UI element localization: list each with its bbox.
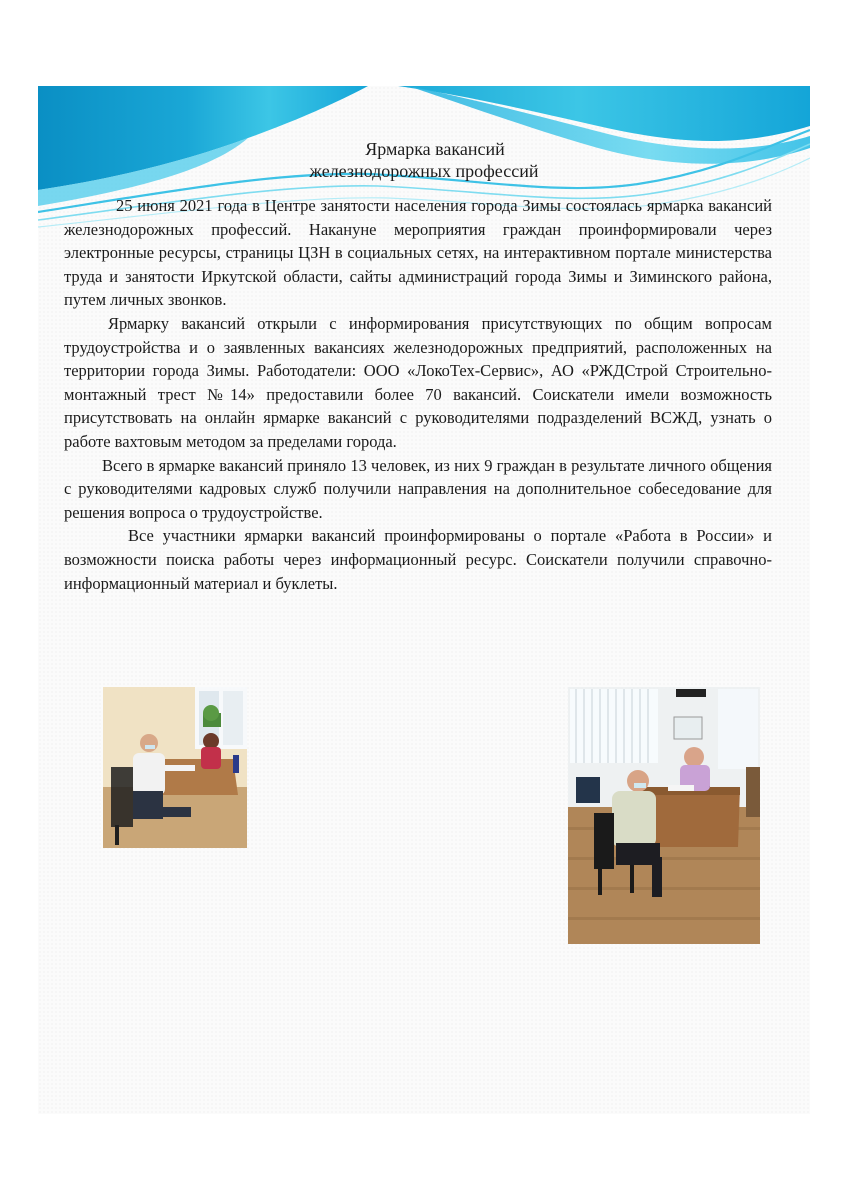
photo-job-fair-interview-2 xyxy=(568,687,760,944)
paragraph-3: Всего в ярмарке вакансий приняло 13 человек, из них 9 граждан в результате личного общения с руководителями кадровых служб получили направления на дополнительное собеседование для решения вопроса о трудоустройстве. xyxy=(64,455,772,522)
paragraph-2: Ярмарку вакансий открыли с информирования присутствующих по общим вопросам трудоустройства и о заявленных вакансиях железнодорожных предприятий, расположенных на территории города Зимы. Работодатели: ООО «ЛокоТех-Сервис», АО «РЖДСтрой Строительно-монтажный трест №14» предоставили более 70 вакансий. Соискатели имели возможность присутствовать на онлайн ярмарке вакансий с руководителями подразделений ВСЖД, узнать о работе вахтовым методом за пределами города. xyxy=(64,313,772,451)
document-title xyxy=(38,138,810,182)
paragraph-1: 25 июня 2021 года в Центре занятости населения города Зимы состоялась ярмарка вакансий железнодорожных профессий. Накануне мероприятия граждан проинформировали через электронные ресурсы, страницы ЦЗН в социальных сетях, на интерактивном портале министерства труда и занятости Иркутской области, сайты администраций города Зимы и Зиминского района, путем личных звонков. xyxy=(64,196,772,310)
paragraph-4: Все участники ярмарки вакансий проинформированы о портале «Работа в России» и возможности поиска работы через информационный ресурс. Соискатели получили справочно-информационный материал и буклеты. xyxy=(64,526,772,593)
document-page xyxy=(38,86,810,1114)
article-body xyxy=(64,194,772,595)
title-line-2: железнодорожных профессий xyxy=(309,161,539,181)
photo-job-fair-interview-1 xyxy=(103,687,247,848)
title-line-1: Ярмарка вакансий xyxy=(365,139,505,159)
